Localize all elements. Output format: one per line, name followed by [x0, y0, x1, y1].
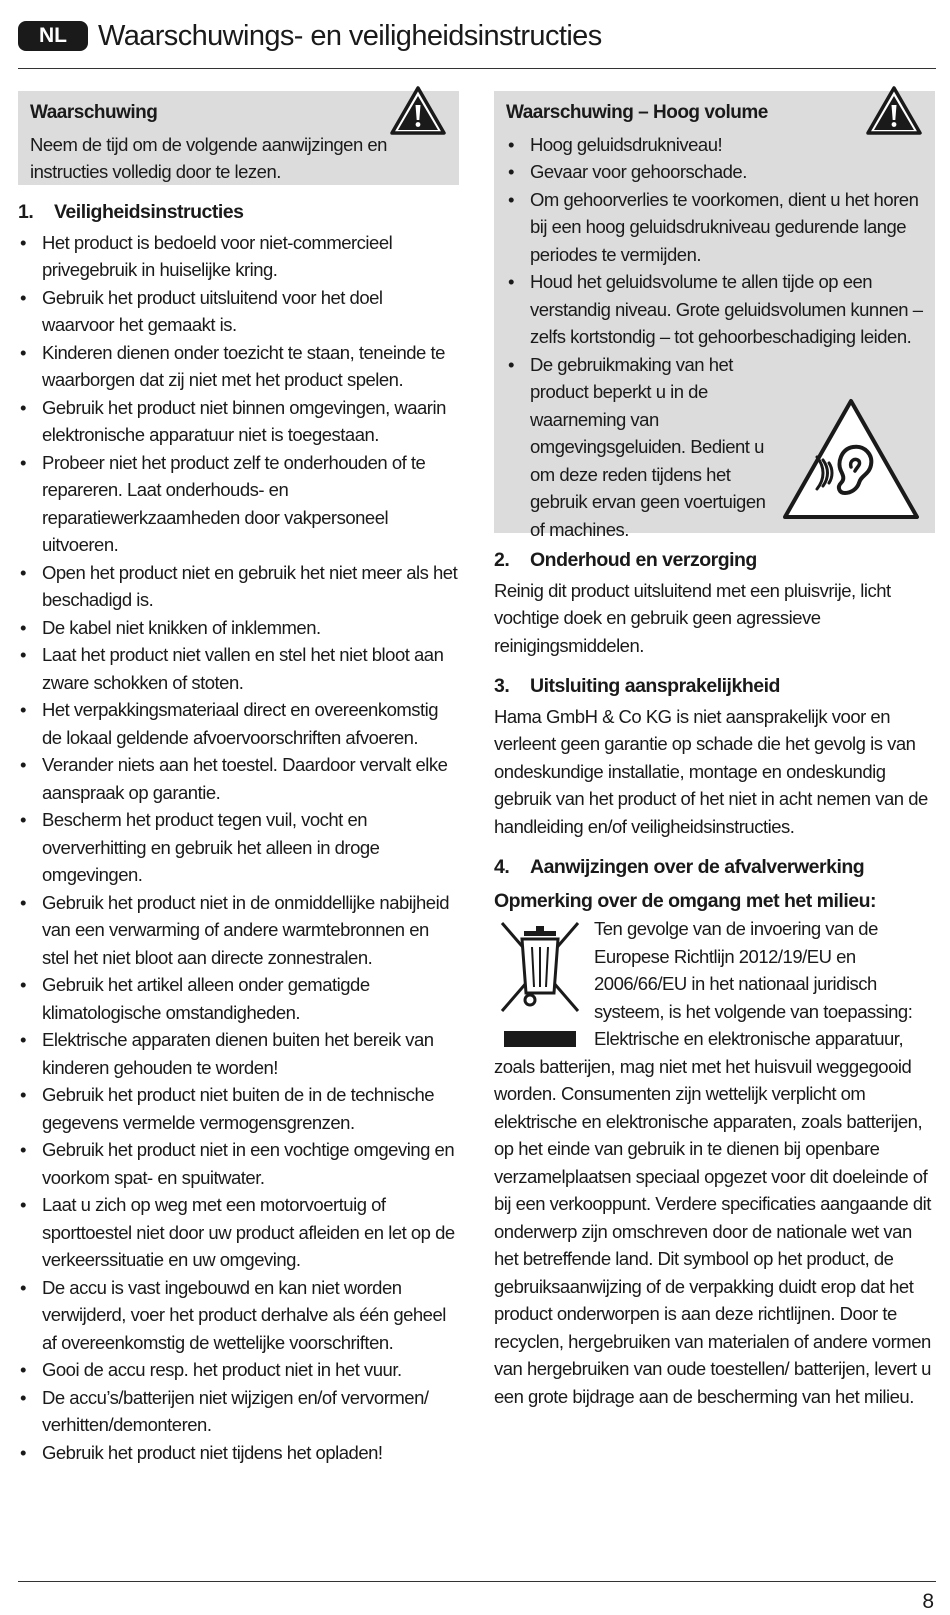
maintenance-text: Reinig dit product uitsluitend met een pluisvrije, licht vochtige doek en gebruik geen agressieve reinigingsmiddelen. — [494, 579, 891, 656]
list-item: • Gebruik het product uitsluitend voor het doel waarvoor het gemaakt is. — [18, 284, 459, 339]
environment-body — [494, 915, 935, 1410]
list-item: • Gebruik het product niet in een vochtige omgeving en voorkom spat- en spuitwater. — [18, 1136, 459, 1191]
section-4-title — [494, 854, 935, 882]
list-item: • Hoog geluidsdrukniveau! — [506, 131, 924, 159]
environment-text: Ten gevolge van de invoering van de Europese Richtlijn 2012/19/EU en 2006/66/EU in het nationaal juridisch systeem, is het volgende van toepassing: Elektrische en elektronische apparatuur, zoals batterijen, mag niet met het huisvuil weggegooid worden. Consumenten zijn wettelijk verplicht om elektrische en elektronische apparaten, zoals batterijen, op het einde van gebruik in te dienen bij openbare verzamelplaatsen speciaal opgezet voor dit doeleinde of bij een verkooppunt. Verdere specificaties aangaande dit onderwerp zijn omschreven door de nationale wet van het betreffende land. Dit symbool op het product, de gebruiksaanwijzing of de verpakking duidt erop dat het product onderworpen is aan deze richtlijnen. Door te recyclen, hergebruiken van materialen of andere vormen van hergebruiken van oude toestellen/ batterijen, levert u een grote bijdrage aan de bescherming van het milieu. — [494, 918, 931, 1407]
list-item: • De accu’s/batterijen niet wijzigen en/of vervormen/ verhitten/demonteren. — [18, 1384, 459, 1439]
list-item: • Kinderen dienen onder toezicht te staan, teneinde te waarborgen dat zij niet met het product spelen. — [18, 339, 459, 394]
list-item: • Houd het geluidsvolume te allen tijde op een verstandig niveau. Grote geluidsvolumen kunnen – zelfs kortstondig – tot gehoorbeschadiging leiden. — [506, 268, 924, 351]
section-title-text: Uitsluiting aansprakelijkheid — [530, 675, 780, 697]
section-title-text: Veiligheidsinstructies — [54, 201, 244, 223]
list-item: • Open het product niet en gebruik het niet meer als het beschadigd is. — [18, 559, 459, 614]
list-item: • Laat u zich op weg met een motorvoertuig of sporttoestel niet door uw product afleiden en let op de verkeerssituatie en uw omgeving. — [18, 1191, 459, 1274]
list-item: • Laat het product niet vallen en stel het niet bloot aan zware schokken of stoten. — [18, 641, 459, 696]
list-item: • Verander niets aan het toestel. Daardoor vervalt elke aanspraak op garantie. — [18, 751, 459, 806]
list-item: • Gebruik het product niet tijdens het opladen! — [18, 1439, 459, 1467]
liability-text: Hama GmbH & Co KG is niet aansprakelijk voor en verleent geen garantie op schade die het gevolg is van ondeskundige installatie, montage en ondeskundig gebruik van het product of het niet in acht nemen van de handleiding en/of veiligheidsinstructies. — [494, 705, 928, 837]
page-header — [18, 18, 602, 54]
list-item: • De gebruikmaking van het product beperkt u in de waarneming van omgevingsgeluiden. Bedient u om deze reden tijdens het gebruik ervan geen voertuigen of machines. — [506, 351, 924, 544]
section-3-title — [494, 673, 935, 701]
warning-triangle-icon — [389, 85, 447, 137]
right-column — [494, 91, 935, 1410]
crossed-out-wheelie-bin-icon — [494, 917, 586, 1049]
environment-subtitle: Opmerking over de omgang met het milieu: — [494, 889, 876, 912]
list-item: • Om gehoorverlies te voorkomen, dient u het horen bij een hoog geluidsdrukniveau gedurende lange periodes te vermijden. — [506, 186, 924, 269]
section-title-text: Onderhoud en verzorging — [530, 549, 757, 571]
warning-box — [18, 91, 459, 185]
page-title: Waarschuwings- en veiligheidsinstructies — [98, 19, 602, 52]
warning-text: Neem de tijd om de volgende aanwijzingen en instructies volledig door te lezen. — [30, 133, 387, 182]
warning-title: Waarschuwing — [30, 102, 158, 123]
list-item: • Gebruik het product niet binnen omgevingen, waarin elektronische apparatuur niet is toegestaan. — [18, 394, 459, 449]
hearing-damage-icon — [781, 397, 921, 521]
bottom-divider — [18, 1581, 936, 1582]
list-item: • Het product is bedoeld voor niet-commercieel privegebruik in huiselijke kring. — [18, 229, 459, 284]
language-badge: NL — [18, 21, 88, 51]
list-item: • De accu is vast ingebouwd en kan niet worden verwijderd, voer het product derhalve als één geheel af overeenkomstig de wettelijke voorschriften. — [18, 1274, 459, 1357]
left-column — [18, 91, 459, 1466]
warning-triangle-icon — [865, 85, 923, 137]
top-divider — [18, 68, 936, 69]
list-item: • Probeer niet het product zelf te onderhouden of te repareren. Laat onderhouds- en reparatiewerkzaamheden door vakpersoneel uitvoeren. — [18, 449, 459, 559]
list-item: • De kabel niet knikken of inklemmen. — [18, 614, 459, 642]
safety-instructions-list — [18, 229, 459, 1467]
volume-warning-title: Waarschuwing – Hoog volume — [506, 102, 768, 123]
section-number: 3. — [494, 675, 510, 697]
list-item: • Bescherm het product tegen vuil, vocht en oververhitting en gebruik het alleen in droge omgevingen. — [18, 806, 459, 889]
section-2-title — [494, 547, 935, 575]
section-number: 1. — [18, 201, 34, 223]
page-number: 8 — [922, 1590, 934, 1613]
volume-warning-box — [494, 91, 935, 540]
list-item: • Gevaar voor gehoorschade. — [506, 158, 924, 186]
section-number: 4. — [494, 856, 510, 878]
list-item: • Het verpakkingsmateriaal direct en overeenkomstig de lokaal geldende afvoervoorschriften afvoeren. — [18, 696, 459, 751]
section-number: 2. — [494, 549, 510, 571]
section-1-title — [18, 199, 459, 227]
list-item: • Gebruik het artikel alleen onder gematigde klimatologische omstandigheden. — [18, 971, 459, 1026]
list-item: • Gebruik het product niet in de onmiddellijke nabijheid van een verwarming of andere warmtebronnen en stel het niet bloot aan directe zonnestralen. — [18, 889, 459, 972]
list-item: • Gooi de accu resp. het product niet in het vuur. — [18, 1356, 459, 1384]
list-item: • Gebruik het product niet buiten de in de technische gegevens vermelde vermogensgrenzen. — [18, 1081, 459, 1136]
section-title-text: Aanwijzingen over de afvalverwerking — [530, 856, 865, 878]
list-item: • Elektrische apparaten dienen buiten het bereik van kinderen gehouden te worden! — [18, 1026, 459, 1081]
